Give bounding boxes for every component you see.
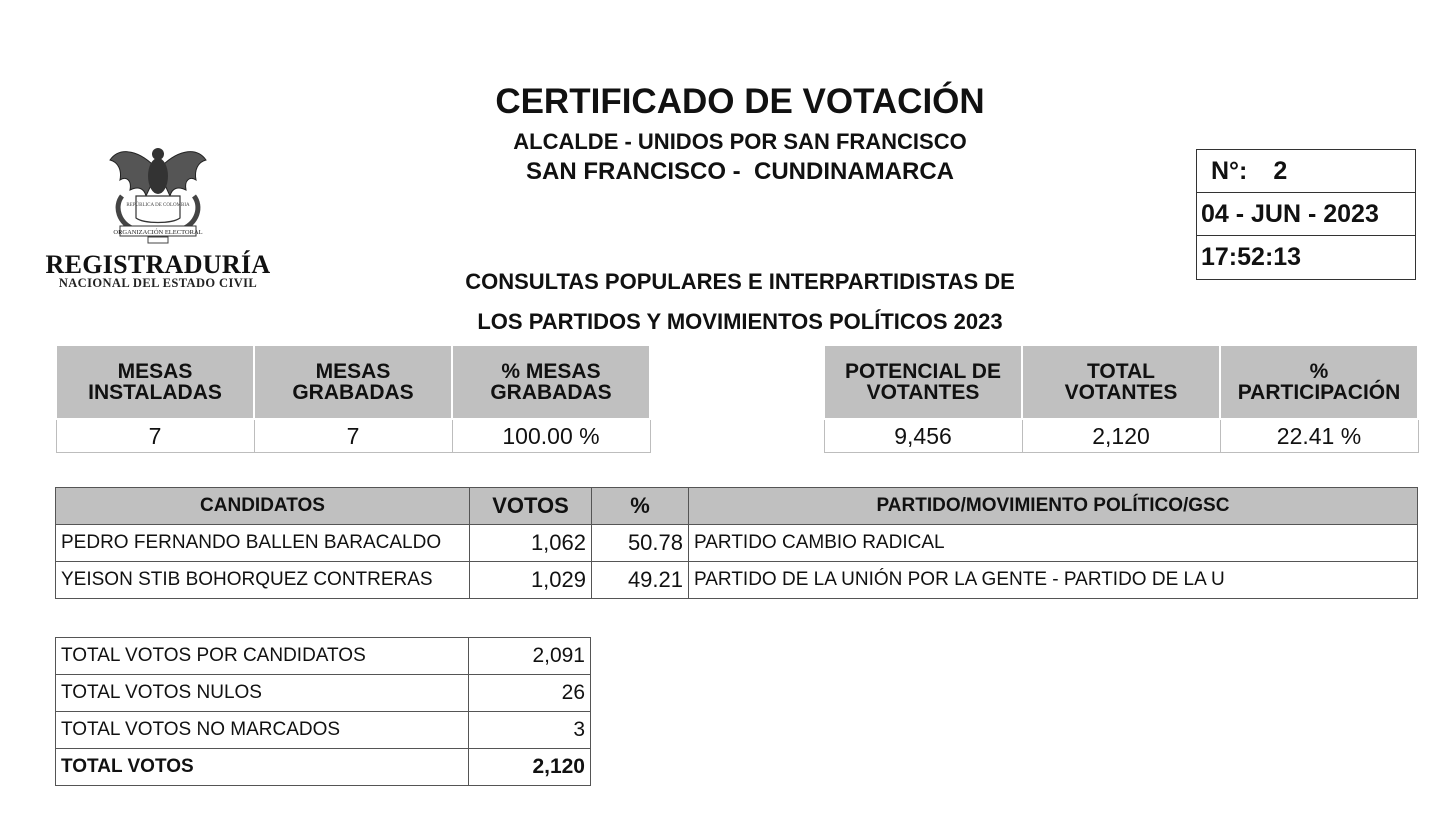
candidate-party: PARTIDO CAMBIO RADICAL [689, 525, 1418, 562]
table-row [56, 712, 591, 749]
subtitle-line-2: LOS PARTIDOS Y MOVIMIENTOS POLÍTICOS 2023 [477, 309, 1003, 334]
table-row [56, 675, 591, 712]
total-label: TOTAL VOTOS POR CANDIDATOS [56, 638, 469, 675]
candidate-votes: 1,062 [470, 525, 592, 562]
certificate-time: 17:52:13 [1201, 243, 1302, 271]
candidate-votes: 1,029 [470, 562, 592, 599]
coat-of-arms-icon [100, 140, 216, 244]
header-potencial-votantes: POTENCIAL DE VOTANTES [824, 345, 1022, 419]
header-total-votantes: TOTAL VOTANTES [1022, 345, 1220, 419]
header-mesas-instaladas: MESAS INSTALADAS [56, 345, 254, 419]
value-mesas-grabadas: 7 [254, 419, 452, 453]
grand-total-label: TOTAL VOTOS [56, 749, 469, 786]
page-title: CERTIFICADO DE VOTACIÓN [495, 82, 985, 121]
svg-text:ORGANIZACIÓN ELECTORAL: ORGANIZACIÓN ELECTORAL [113, 229, 203, 236]
header-percent: % [592, 488, 689, 525]
total-label: TOTAL VOTOS NO MARCADOS [56, 712, 469, 749]
value-mesas-instaladas: 7 [56, 419, 254, 453]
title-block [430, 82, 1050, 188]
table-row [56, 638, 591, 675]
logo-title: REGISTRADURÍA [45, 250, 271, 279]
svg-text:REPÚBLICA DE COLOMBIA: REPÚBLICA DE COLOMBIA [126, 203, 190, 208]
candidate-party: PARTIDO DE LA UNIÓN POR LA GENTE - PARTIDO DE LA U [689, 562, 1418, 599]
header-votos: VOTOS [470, 488, 592, 525]
table-row-grand-total [56, 749, 591, 786]
header-pct-participacion: % PARTICIPACIÓN [1220, 345, 1418, 419]
mesas-table [55, 344, 651, 453]
value-potencial-votantes: 9,456 [824, 419, 1022, 453]
total-value: 26 [469, 675, 591, 712]
candidate-percent: 49.21 [592, 562, 689, 599]
total-value: 3 [469, 712, 591, 749]
subtitle-line-1: CONSULTAS POPULARES E INTERPARTIDISTAS DE [465, 269, 1015, 294]
table-row [56, 562, 1418, 599]
votantes-table [823, 344, 1419, 453]
totals-table [55, 637, 591, 786]
registraduria-logo [40, 140, 276, 295]
value-pct-participacion: 22.41 % [1220, 419, 1418, 453]
value-pct-mesas-grabadas: 100.00 % [452, 419, 650, 453]
value-total-votantes: 2,120 [1022, 419, 1220, 453]
certificate-date: 04 - JUN - 2023 [1197, 193, 1415, 236]
election-type: ALCALDE - UNIDOS POR SAN FRANCISCO [513, 129, 967, 154]
certificate-number: N°: 2 [1197, 150, 1415, 193]
total-value: 2,091 [469, 638, 591, 675]
candidates-table [55, 487, 1418, 599]
certificate-info-box [1196, 149, 1416, 280]
header-partido: PARTIDO/MOVIMIENTO POLÍTICO/GSC [689, 488, 1418, 525]
candidate-name: YEISON STIB BOHORQUEZ CONTRERAS [56, 562, 470, 599]
location: SAN FRANCISCO - CUNDINAMARCA [526, 158, 954, 185]
grand-total-value: 2,120 [469, 749, 591, 786]
table-row [56, 525, 1418, 562]
subtitle-block [410, 262, 1070, 342]
candidate-name: PEDRO FERNANDO BALLEN BARACALDO [56, 525, 470, 562]
header-mesas-grabadas: MESAS GRABADAS [254, 345, 452, 419]
header-pct-mesas-grabadas: % MESAS GRABADAS [452, 345, 650, 419]
total-label: TOTAL VOTOS NULOS [56, 675, 469, 712]
candidate-percent: 50.78 [592, 525, 689, 562]
header-candidatos: CANDIDATOS [56, 488, 470, 525]
logo-subtitle: NACIONAL DEL ESTADO CIVIL [58, 276, 258, 290]
